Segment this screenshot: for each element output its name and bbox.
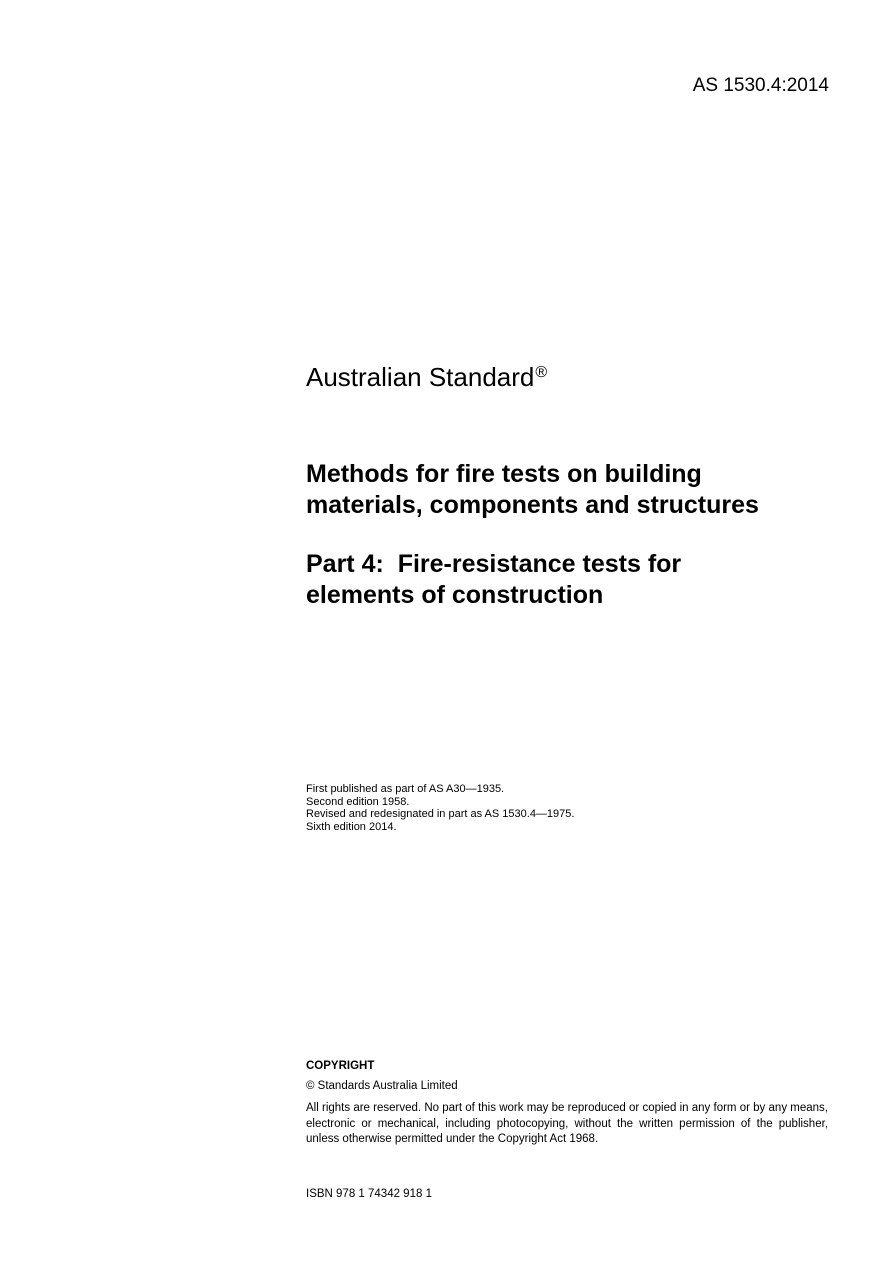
history-line: First published as part of AS A30—1935. <box>306 783 505 795</box>
history-line: Revised and redesignated in part as AS 1530.4—1975. <box>306 808 575 821</box>
document-number: AS 1530.4:2014 <box>692 75 829 96</box>
part-title <box>306 549 846 611</box>
main-title-line-1: Methods for fire tests on building <box>306 460 702 488</box>
main-title-line-2: materials, components and structures <box>306 491 759 519</box>
history-line: Second edition 1958. <box>306 795 410 808</box>
copyright-heading: COPYRIGHT <box>306 1060 375 1072</box>
brand-name: Australian Standard <box>306 362 535 392</box>
copyright-holder: © Standards Australia Limited <box>306 1080 458 1092</box>
brand-title <box>306 360 547 394</box>
registered-trademark-mark: ® <box>535 364 548 381</box>
part-title-line-1: Part 4: Fire-resistance tests for <box>306 550 682 578</box>
part-title-line-2: elements of construction <box>306 581 604 609</box>
isbn: ISBN 978 1 74342 918 1 <box>306 1188 432 1200</box>
publication-history <box>306 783 574 833</box>
history-line: Sixth edition 2014. <box>306 820 397 833</box>
main-title <box>306 459 846 521</box>
copyright-notice: All rights are reserved. No part of this work may be reproduced or copied in any form or by any means, electronic or mechanical, including photocopying, without the written permission of the publisher, unless otherwise permitted under the Copyright Act 1968. <box>306 1102 828 1145</box>
